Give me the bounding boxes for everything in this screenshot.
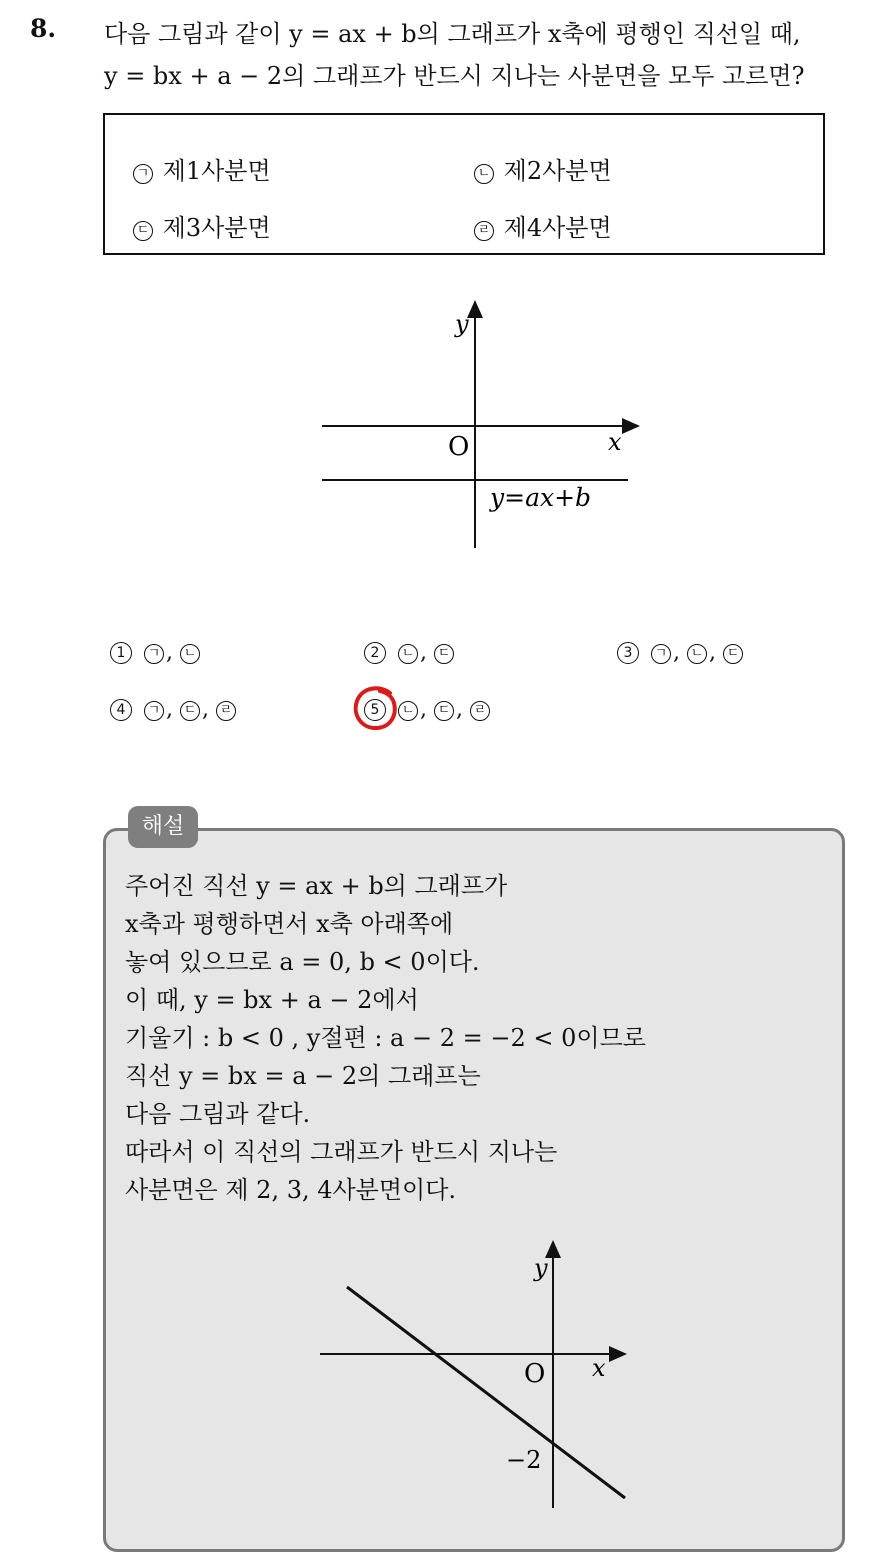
circled-mark: ㄱ — [144, 701, 164, 721]
circled-mark: ㄷ — [434, 701, 454, 721]
question-text-line1: 다음 그림과 같이 y = ax + b의 그래프가 x축에 평행인 직선일 때, — [104, 20, 801, 48]
solution-line-3: 놓여 있으므로 a = 0, b < 0이다. — [125, 948, 480, 976]
solution-line-1: 주어진 직선 y = ax + b의 그래프가 — [125, 872, 508, 900]
option-item-2 — [474, 151, 612, 186]
figure-horizontal-line-graph — [300, 290, 660, 560]
question-number: 8. — [30, 14, 57, 43]
circled-mark: ㄹ — [474, 221, 494, 241]
option-item-3 — [133, 208, 271, 243]
y-intercept-label: −2 — [506, 1446, 542, 1474]
choice-number: 2 — [364, 642, 386, 664]
solution-tab: 해설 — [128, 806, 198, 848]
circled-mark: ㄱ — [144, 644, 164, 664]
circled-mark: ㄹ — [216, 701, 236, 721]
circled-mark: ㄴ — [687, 644, 707, 664]
circled-mark: ㄹ — [470, 701, 490, 721]
y-axis-label: y — [455, 310, 469, 338]
choice-number: 1 — [110, 642, 132, 664]
choice-number: 5 — [364, 699, 386, 721]
x-axis-label: x — [608, 428, 622, 456]
origin-label: O — [448, 432, 470, 462]
circled-mark: ㄴ — [474, 164, 494, 184]
option-text: 제3사분면 — [162, 214, 271, 242]
solution-line-6: 직선 y = bx = a − 2의 그래프는 — [125, 1062, 481, 1090]
circled-mark: ㄷ — [133, 221, 153, 241]
circled-mark: ㄴ — [398, 701, 418, 721]
solution-line-8: 따라서 이 직선의 그래프가 반드시 지나는 — [125, 1138, 558, 1166]
choice-number: 3 — [617, 642, 639, 664]
circled-mark: ㄴ — [398, 644, 418, 664]
y-axis-label: y — [534, 1254, 548, 1282]
choice-1[interactable]: 1 ㄱ , ㄴ — [110, 640, 202, 665]
circled-mark: ㄷ — [723, 644, 743, 664]
figure-decreasing-line-graph — [300, 1230, 650, 1520]
solution-line-7: 다음 그림과 같다. — [125, 1100, 311, 1128]
circled-mark: ㄷ — [434, 644, 454, 664]
x-axis-label: x — [592, 1354, 606, 1382]
answer-mark-circle — [350, 683, 402, 735]
choice-4[interactable]: 4 ㄱ , ㄷ , ㄹ — [110, 697, 238, 722]
solution-line-5: 기울기 : b < 0 , y절편 : a − 2 = −2 < 0이므로 — [125, 1024, 646, 1052]
solution-line-4: 이 때, y = bx + a − 2에서 — [125, 986, 419, 1014]
option-item-4 — [474, 208, 612, 243]
choice-3[interactable]: 3 ㄱ , ㄴ , ㄷ — [617, 640, 745, 665]
solution-line-9: 사분면은 제 2, 3, 4사분면이다. — [125, 1176, 457, 1204]
graph-line — [347, 1287, 625, 1498]
origin-label: O — [524, 1359, 546, 1389]
choice-2[interactable]: 2 ㄴ , ㄷ — [364, 640, 456, 665]
question-text-line2: y = bx + a − 2의 그래프가 반드시 지나는 사분면을 모두 고르면? — [104, 62, 805, 90]
option-text: 제2사분면 — [503, 157, 612, 185]
circled-mark: ㄱ — [651, 644, 671, 664]
line-label: y=ax+b — [490, 483, 592, 512]
circled-mark: ㄷ — [180, 701, 200, 721]
option-text: 제1사분면 — [162, 157, 271, 185]
option-item-1 — [133, 151, 271, 186]
solution-line-2: x축과 평행하면서 x축 아래쪽에 — [125, 910, 454, 938]
option-text: 제4사분면 — [503, 214, 612, 242]
circled-mark: ㄱ — [133, 164, 153, 184]
choice-5[interactable]: 5 ㄴ , ㄷ , ㄹ — [364, 697, 492, 722]
choice-number: 4 — [110, 699, 132, 721]
circled-mark: ㄴ — [180, 644, 200, 664]
